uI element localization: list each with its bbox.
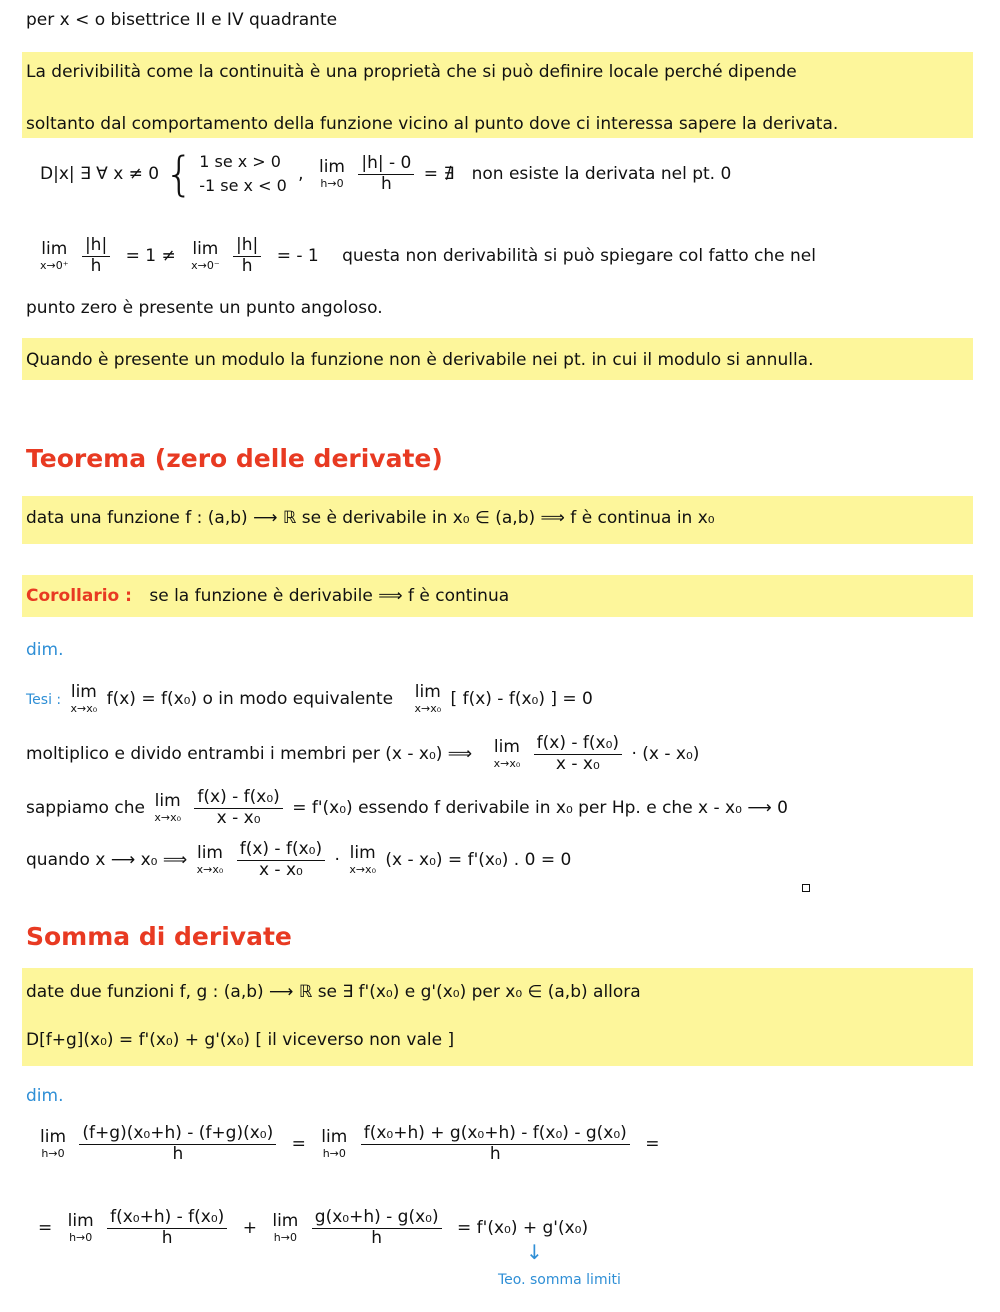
abs-derivative-end: non esiste la derivata nel pt. 0 — [471, 164, 732, 184]
corollario-line — [26, 586, 509, 606]
fraction-difference-quotient-2: $\frac{\text{f(x) - f(x₀)}}{\text{x - x₀}}$ — [194, 788, 282, 828]
limit-multiply: lim x→x₀ — [493, 737, 521, 771]
limit-sum-1: lim h→0 — [40, 1127, 67, 1161]
plus-sign: + — [242, 1218, 257, 1239]
limit-left: lim x→0⁻ — [191, 239, 220, 273]
corollario-label: Corollario : — [26, 586, 132, 606]
multiply-divide-line — [26, 734, 699, 774]
tesi-label: Tesi : — [26, 692, 62, 708]
equals-sign-2: = — [645, 1134, 660, 1155]
angle-explanation-text: questa non derivabilità si può spiegare col fatto che nel — [342, 246, 816, 267]
teorema-statement: data una funzione f : (a,b) ⟶ ℝ se è derivabile in x₀ ∈ (a,b) ⟹ f è continua in x₀ — [26, 508, 715, 528]
dim-label-2: dim. — [26, 1086, 64, 1106]
limit-sum-g: lim h→0 — [272, 1211, 299, 1245]
fraction-left: $\frac{|h|}{h}$ — [233, 236, 261, 276]
limit-sum-f: lim h→0 — [67, 1211, 94, 1245]
case-positive: 1 se x > 0 — [199, 152, 281, 171]
tesi-part-2: [ f(x) - f(x₀) ] = 0 — [450, 689, 593, 709]
multiply-factor: · (x - x₀) — [631, 744, 700, 765]
conclusion-start: quando x ⟶ x₀ ⟹ — [26, 850, 188, 871]
angle-point-line: punto zero è presente un punto angoloso. — [26, 298, 383, 318]
case-negative: -1 se x < 0 — [199, 176, 287, 195]
highlight-text-1b: soltanto dal comportamento della funzione vicino al punto dove ci interessa sapere la derivata. — [26, 114, 839, 134]
limit-operator: lim h→0 — [318, 157, 345, 190]
limit-tesi-1: lim x→x₀ — [70, 682, 98, 715]
abs-derivative-start: D|x| ∃ ∀ x ≠ 0 — [40, 164, 160, 184]
fraction-abs-h: $\frac{|h| - 0}{h}$ — [358, 154, 414, 194]
limit-conclusion-2: lim x→x₀ — [349, 843, 376, 877]
piecewise-cases — [199, 150, 287, 198]
conclusion-end: (x - x₀) = f'(x₀) . 0 = 0 — [385, 850, 572, 871]
dim-label-1: dim. — [26, 640, 64, 660]
corollario-text: se la funzione è derivabile ⟹ f è continua — [149, 586, 510, 606]
fraction-right: $\frac{|h|}{h}$ — [82, 236, 110, 276]
highlight-text-2: Quando è presente un modulo la funzione non è derivabile nei pt. in cui il modulo si annulla. — [26, 350, 814, 370]
fraction-difference-quotient-3: $\frac{\text{f(x) - f(x₀)}}{\text{x - x₀}}$ — [237, 840, 325, 880]
known-limit-line — [26, 788, 788, 828]
brace-icon: { — [164, 147, 194, 201]
multiply-text: moltiplico e divido entrambi i membri per (x - x₀) ⟹ — [26, 744, 473, 765]
highlight-text-1a: La derivibilità come la continuità è una proprietà che si può definire locale perché dipende — [26, 62, 797, 82]
equals-sign-3: = — [38, 1218, 53, 1239]
somma-proof-line-2 — [32, 1208, 594, 1248]
teo-somma-limiti-note: Teo. somma limiti — [498, 1272, 621, 1288]
fraction-g-increment: $\frac{\text{g(x₀+h) - g(x₀)}}{h}$ — [312, 1208, 442, 1248]
dot-operator: · — [334, 850, 340, 871]
fraction-f-increment: $\frac{\text{f(x₀+h) - f(x₀)}}{h}$ — [107, 1208, 227, 1248]
equals-minus-one: = - 1 — [276, 246, 319, 267]
one-sided-limits-line — [36, 236, 816, 276]
abs-derivative-line: D|x| ∃ ∀ x ≠ 0 { 1 se x > 0 -1 se x < 0 , lim h→0 $\frac{|h| - 0}{h}$ = ∄ non esiste la derivata nel pt. 0 — [40, 147, 732, 201]
somma-title: Somma di derivate — [26, 922, 292, 951]
sum-result: = f'(x₀) + g'(x₀) — [457, 1218, 589, 1239]
limit-conclusion-1: lim x→x₀ — [196, 843, 224, 877]
somma-statement-2: D[f+g](x₀) = f'(x₀) + g'(x₀) [ il viceverso non vale ] — [26, 1030, 455, 1050]
known-result: = f'(x₀) essendo f derivabile in x₀ per Hp. e che x - x₀ ⟶ 0 — [292, 798, 788, 819]
not-exist: = ∄ — [423, 164, 455, 184]
tesi-part-1: f(x) = f(x₀) o in modo equivalente — [106, 689, 394, 709]
somma-statement-1: date due funzioni f, g : (a,b) ⟶ ℝ se ∃ f'(x₀) e g'(x₀) per x₀ ∈ (a,b) allora — [26, 982, 641, 1002]
limit-tesi-2: lim x→x₀ — [414, 682, 442, 715]
equals-sign-1: = — [291, 1134, 306, 1155]
teorema-title: Teorema (zero delle derivate) — [26, 444, 443, 473]
conclusion-line — [26, 840, 571, 880]
somma-proof-line-1 — [36, 1124, 665, 1164]
limit-known: lim x→x₀ — [154, 791, 182, 825]
arrow-down-icon: ↓ — [526, 1240, 543, 1264]
tesi-line — [26, 684, 593, 714]
equals-one: = 1 ≠ — [125, 246, 176, 267]
limit-right: lim x→0⁺ — [40, 239, 69, 273]
limit-sum-2: lim h→0 — [321, 1127, 348, 1161]
fraction-sum-1: $\frac{\text{(f+g)(x₀+h) - (f+g)(x₀)}}{h}$ — [79, 1124, 276, 1164]
note-line-1: per x < o bisettrice II e IV quadrante — [26, 10, 338, 30]
qed-square-icon — [802, 884, 810, 892]
fraction-difference-quotient-1: $\frac{\text{f(x) - f(x₀)}}{\text{x - x₀}}$ — [534, 734, 622, 774]
fraction-sum-2: $\frac{\text{f(x₀+h) + g(x₀+h) - f(x₀) - g(x₀)}}{h}$ — [361, 1124, 630, 1164]
known-text: sappiamo che — [26, 798, 145, 819]
